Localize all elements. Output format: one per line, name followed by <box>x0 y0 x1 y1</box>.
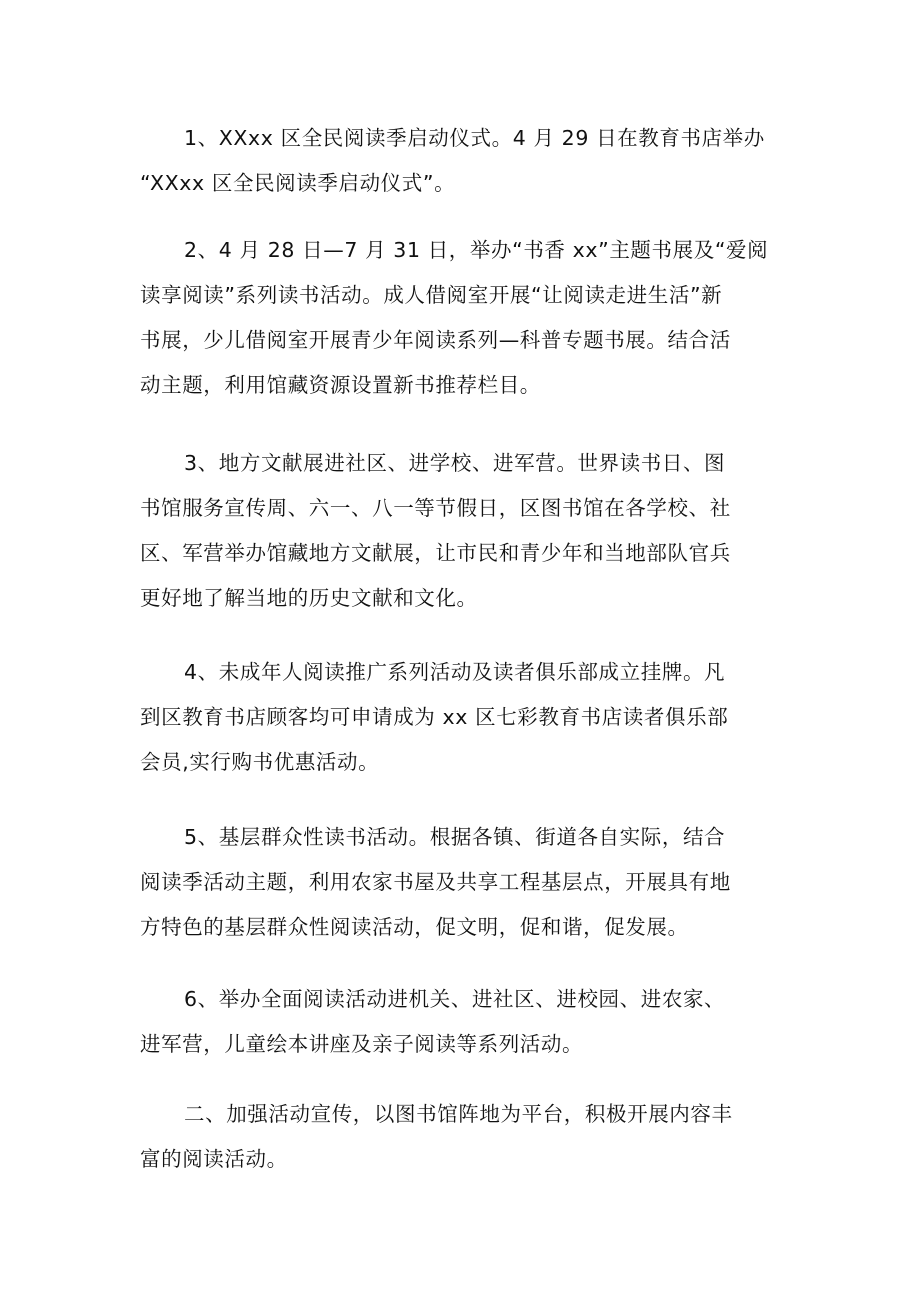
text-line: 方特色的基层群众性阅读活动，促文明，促和谐，促发展。 <box>140 915 689 939</box>
text-line: 进军营，儿童绘本讲座及亲子阅读等系列活动。 <box>140 1032 584 1056</box>
text-line: 书展，少儿借阅室开展青少年阅读系列—科普专题书展。结合活 <box>140 328 731 352</box>
text-line: “XXxx 区全民阅读季启动仪式”。 <box>140 171 456 195</box>
text-line: 1、XXxx 区全民阅读季启动仪式。4 月 29 日在教育书店举办 <box>184 126 765 150</box>
text-line: 会员,实行购书优惠活动。 <box>140 750 380 774</box>
paragraph-item-4 <box>140 650 780 785</box>
paragraph-item-7 <box>140 1092 780 1182</box>
paragraph-item-1 <box>140 116 780 206</box>
paragraph-item-2 <box>140 228 780 408</box>
text-line: 到区教育书店顾客均可申请成为 xx 区七彩教育书店读者俱乐部 <box>140 705 729 729</box>
text-line: 2、4 月 28 日—7 月 31 日，举办“书香 xx”主题书展及“爱阅 <box>184 238 769 262</box>
text-line: 书馆服务宣传周、六一、八一等节假日，区图书馆在各学校、社 <box>140 496 731 520</box>
paragraph-item-6 <box>140 977 780 1067</box>
paragraph-item-5 <box>140 815 780 950</box>
text-line: 6、举办全面阅读活动进机关、进社区、进校园、进农家、 <box>184 987 726 1011</box>
paragraph-item-3 <box>140 441 780 621</box>
text-line: 4、未成年人阅读推广系列活动及读者俱乐部成立挂牌。凡 <box>184 660 726 684</box>
text-line: 更好地了解当地的历史文献和文化。 <box>140 586 478 610</box>
text-line: 动主题，利用馆藏资源设置新书推荐栏目。 <box>140 373 541 397</box>
text-line: 读享阅读”系列读书活动。成人借阅室开展“让阅读走进生活”新 <box>140 283 723 307</box>
text-line: 二、加强活动宣传，以图书馆阵地为平台，积极开展内容丰 <box>184 1102 733 1126</box>
text-line: 5、基层群众性读书活动。根据各镇、街道各自实际，结合 <box>184 825 726 849</box>
text-line: 富的阅读活动。 <box>140 1147 288 1171</box>
text-line: 区、军营举办馆藏地方文献展，让市民和青少年和当地部队官兵 <box>140 541 731 565</box>
text-line: 3、地方文献展进社区、进学校、进军营。世界读书日、图 <box>184 451 726 475</box>
text-line: 阅读季活动主题，利用农家书屋及共享工程基层点，开展具有地 <box>140 870 731 894</box>
